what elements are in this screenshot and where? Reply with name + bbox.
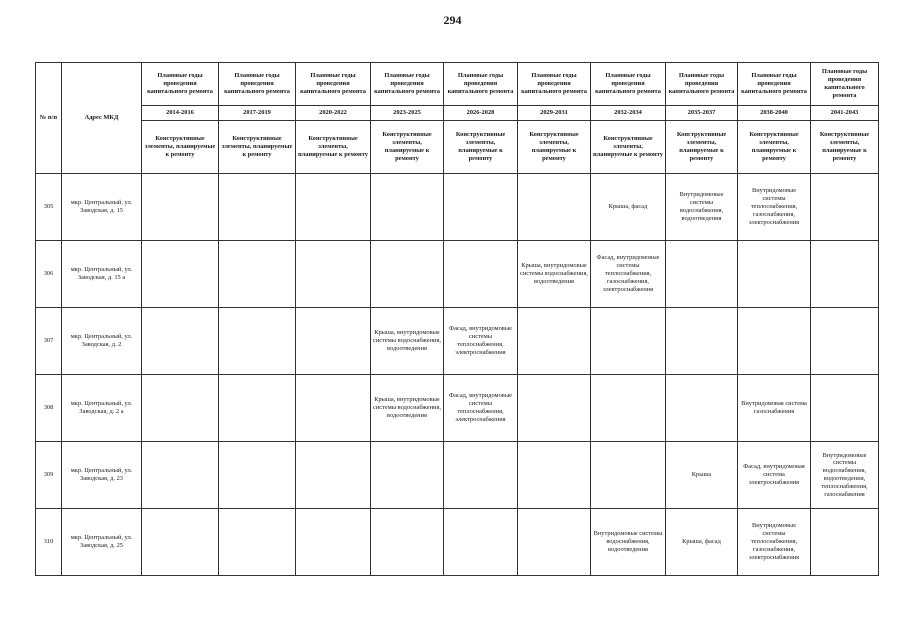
page-number: 294 [443, 13, 462, 27]
repair-cell: Крыша, внутридомовые системы водоснабжения, водоотведения [518, 241, 591, 308]
repair-cell [371, 442, 444, 509]
repair-cell [142, 174, 219, 241]
repair-cell [666, 241, 738, 308]
repair-cell: Крыша, фасад [591, 174, 666, 241]
period-title: Плановые годы проведения капитального ремонта [371, 63, 444, 106]
repair-cell: Внутридомовые системы теплоснабжения, газоснабжения, электроснабжения [738, 509, 811, 576]
repair-cell [738, 308, 811, 375]
row-number: 306 [36, 241, 62, 308]
repair-cell [444, 442, 518, 509]
repair-cell [219, 442, 296, 509]
row-address: мкр. Центральный, ул. Заводская, д. 2 а [62, 375, 142, 442]
elements-label: Конструктивные элементы, планируемые к ремонту [444, 121, 518, 174]
elements-label: Конструктивные элементы, планируемые к ремонту [811, 121, 879, 174]
repair-cell [219, 241, 296, 308]
repair-cell: Крыша, внутридомовые системы водоснабжения, водоотведения [371, 375, 444, 442]
capital-repair-plan-table [35, 62, 879, 576]
repair-cell [591, 375, 666, 442]
table-row [36, 308, 879, 375]
repair-cell [444, 174, 518, 241]
repair-cell [142, 241, 219, 308]
elements-label: Конструктивные элементы, планируемые к ремонту [142, 121, 219, 174]
repair-cell [142, 308, 219, 375]
row-number: 309 [36, 442, 62, 509]
repair-cell [296, 375, 371, 442]
row-address: мкр. Центральный, ул. Заводская, д. 25 [62, 509, 142, 576]
repair-cell [296, 509, 371, 576]
row-number: 310 [36, 509, 62, 576]
elements-label: Конструктивные элементы, планируемые к ремонту [591, 121, 666, 174]
repair-cell [666, 375, 738, 442]
repair-cell [219, 308, 296, 375]
row-address: мкр. Центральный, ул. Заводская, д. 15 [62, 174, 142, 241]
repair-cell [811, 308, 879, 375]
elements-label: Конструктивные элементы, планируемые к ремонту [518, 121, 591, 174]
repair-cell [296, 308, 371, 375]
repair-cell [811, 509, 879, 576]
period-title: Плановые годы проведения капитального ремонта [518, 63, 591, 106]
repair-cell [444, 509, 518, 576]
repair-cell [219, 375, 296, 442]
elements-label: Конструктивные элементы, планируемые к ремонту [371, 121, 444, 174]
period-years: 2014-2016 [142, 106, 219, 121]
repair-cell [444, 241, 518, 308]
row-number: 307 [36, 308, 62, 375]
repair-cell: Внутридомовые системы водоснабжения, водоотведения [591, 509, 666, 576]
period-years: 2020-2022 [296, 106, 371, 121]
repair-cell [142, 509, 219, 576]
repair-cell [296, 174, 371, 241]
row-number: 305 [36, 174, 62, 241]
period-title: Плановые годы проведения капитального ремонта [219, 63, 296, 106]
period-years: 2041-2043 [811, 106, 879, 121]
repair-cell [371, 509, 444, 576]
column-header-address: Адрес МКД [62, 63, 142, 174]
repair-cell [219, 509, 296, 576]
repair-cell [219, 174, 296, 241]
table-row [36, 241, 879, 308]
period-title: Плановые годы проведения капитального ремонта [738, 63, 811, 106]
repair-cell: Крыша, внутридомовые системы водоснабжения, водоотведения [371, 308, 444, 375]
period-years: 2035-2037 [666, 106, 738, 121]
repair-cell [591, 442, 666, 509]
elements-label: Конструктивные элементы, планируемые к ремонту [296, 121, 371, 174]
repair-cell [811, 174, 879, 241]
repair-cell: Внутридомовые системы водоснабжения, водоотведения [666, 174, 738, 241]
column-header-number: № п/п [36, 63, 62, 174]
repair-cell [518, 509, 591, 576]
period-title: Плановые годы проведения капитального ремонта [591, 63, 666, 106]
repair-cell: Фасад, внутридомовые системы теплоснабжения, газоснабжения, электроснабжения [591, 241, 666, 308]
repair-cell: Внутридомовая система газоснабжения [738, 375, 811, 442]
elements-label: Конструктивные элементы, планируемые к ремонту [219, 121, 296, 174]
period-years: 2026-2028 [444, 106, 518, 121]
repair-cell [142, 375, 219, 442]
period-title: Плановые годы проведения капитального ремонта [811, 63, 879, 106]
table-row [36, 375, 879, 442]
repair-cell [142, 442, 219, 509]
repair-cell [666, 308, 738, 375]
repair-cell [296, 442, 371, 509]
repair-cell [518, 174, 591, 241]
repair-cell: Внутридомовые системы теплоснабжения, газоснабжения, электроснабжения [738, 174, 811, 241]
repair-cell [296, 241, 371, 308]
repair-cell [811, 241, 879, 308]
period-years: 2038-2040 [738, 106, 811, 121]
table-row [36, 442, 879, 509]
row-address: мкр. Центральный, ул. Заводская, д. 23 [62, 442, 142, 509]
repair-cell [591, 308, 666, 375]
repair-cell [518, 375, 591, 442]
elements-label: Конструктивные элементы, планируемые к ремонту [738, 121, 811, 174]
period-years: 2032-2034 [591, 106, 666, 121]
repair-cell: Внутридомовые системы водоснабжения, водоотведения, теплоснабжения, газоснабжения [811, 442, 879, 509]
row-address: мкр. Центральный, ул. Заводская, д. 15 а [62, 241, 142, 308]
period-years: 2023-2025 [371, 106, 444, 121]
repair-cell [371, 241, 444, 308]
repair-cell: Фасад, внутридомовые системы теплоснабжения, электроснабжения [444, 375, 518, 442]
period-years: 2017-2019 [219, 106, 296, 121]
repair-cell [738, 241, 811, 308]
period-title: Плановые годы проведения капитального ремонта [444, 63, 518, 106]
period-title: Плановые годы проведения капитального ремонта [142, 63, 219, 106]
table-row [36, 174, 879, 241]
row-number: 308 [36, 375, 62, 442]
repair-cell [518, 442, 591, 509]
period-title: Плановые годы проведения капитального ремонта [666, 63, 738, 106]
period-years: 2029-2031 [518, 106, 591, 121]
repair-cell [811, 375, 879, 442]
repair-cell [371, 174, 444, 241]
period-title: Плановые годы проведения капитального ремонта [296, 63, 371, 106]
repair-cell: Крыша, фасад [666, 509, 738, 576]
row-address: мкр. Центральный, ул. Заводская, д. 2 [62, 308, 142, 375]
elements-label: Конструктивные элементы, планируемые к ремонту [666, 121, 738, 174]
repair-cell: Крыша [666, 442, 738, 509]
repair-cell [518, 308, 591, 375]
repair-cell: Фасад, внутридомовая система электроснабжения [738, 442, 811, 509]
table-row [36, 509, 879, 576]
repair-cell: Фасад, внутридомовые системы теплоснабжения, электроснабжения [444, 308, 518, 375]
